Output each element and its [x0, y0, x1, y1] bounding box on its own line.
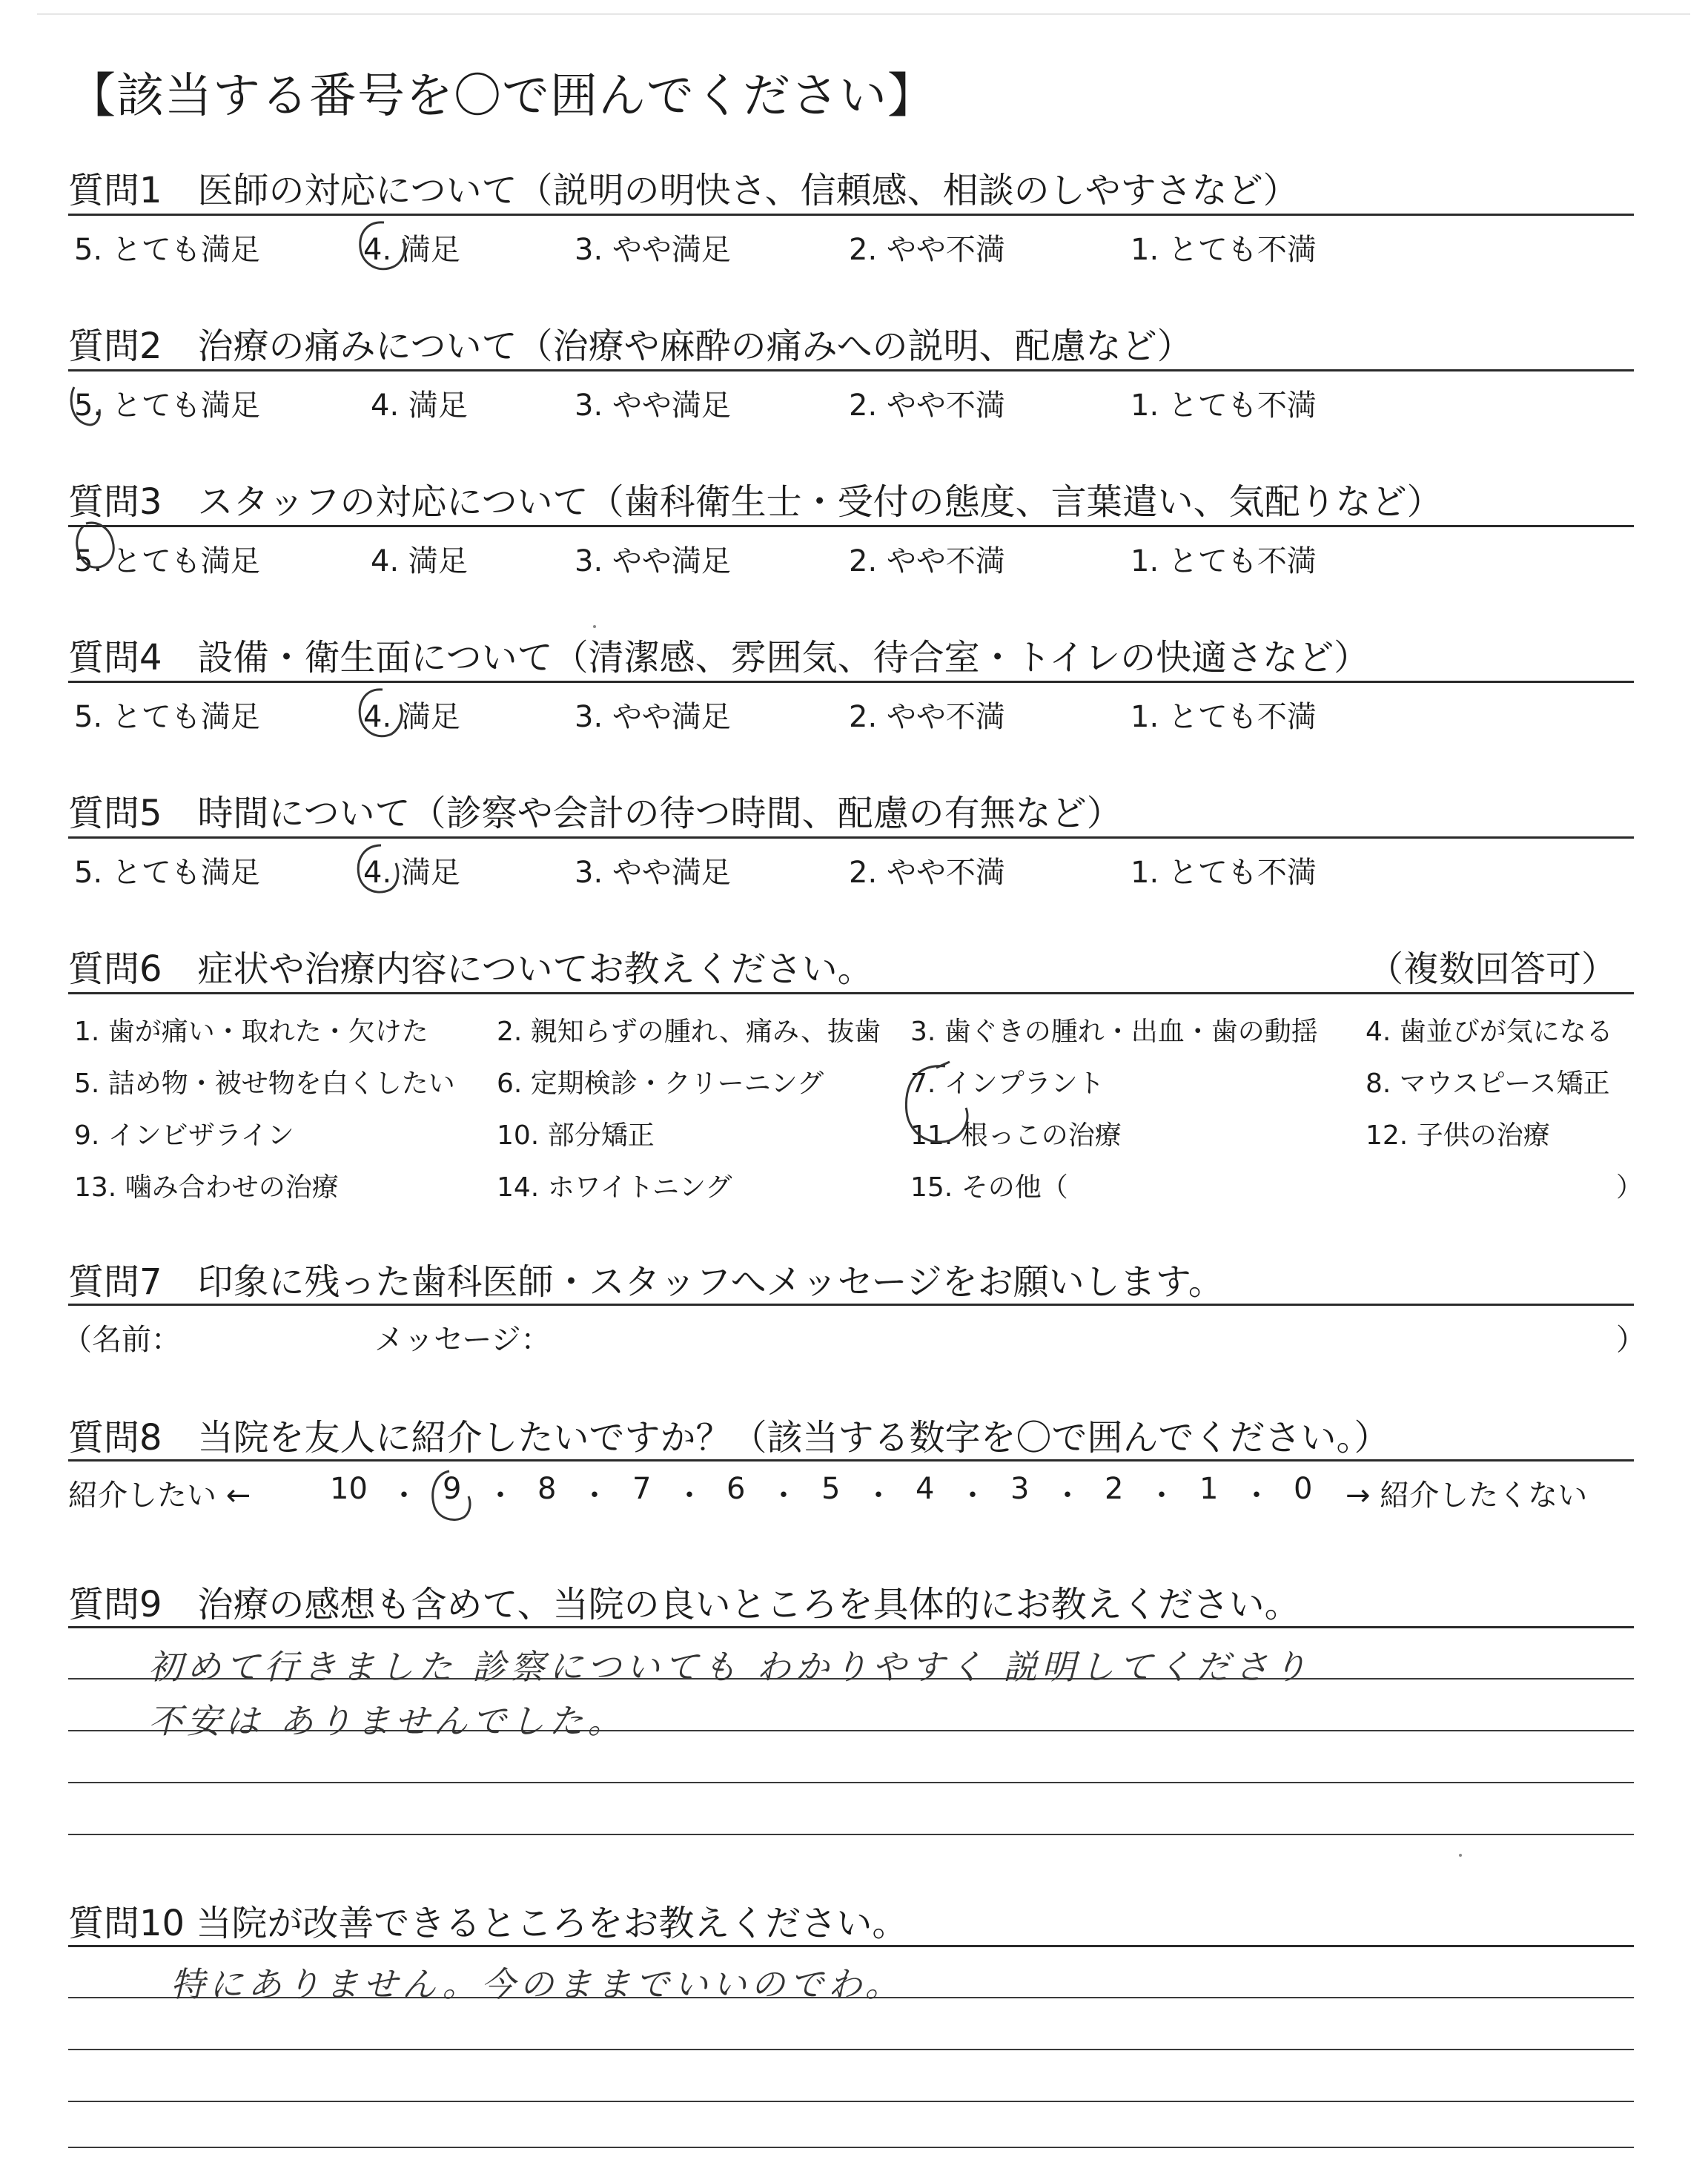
q1-option-1[interactable]: 1. とても不満 [1131, 233, 1317, 267]
q6-item-6[interactable]: 6. 定期検診・クリーニング [497, 1069, 824, 1099]
q3-rule [68, 525, 1634, 527]
q6-item-9[interactable]: 9. インビザライン [74, 1120, 294, 1151]
q8-scale-4[interactable]: 4 [916, 1472, 935, 1506]
q8-right-label: → 紹介したくない [1345, 1479, 1588, 1513]
q2-option-1[interactable]: 1. とても不満 [1131, 389, 1317, 423]
q9-answer-line-3 [68, 1782, 1634, 1783]
q6-item-5[interactable]: 5. 詰め物・被せ物を白くしたい [74, 1069, 455, 1099]
q10-answer-line-2 [68, 2049, 1634, 2050]
q8-sep-1: ・ [389, 1479, 419, 1513]
q8-rule [68, 1459, 1634, 1462]
top-edge-line [37, 13, 1690, 15]
q7-rule [68, 1304, 1634, 1306]
q6-item-1[interactable]: 1. 歯が痛い・取れた・欠けた [74, 1017, 428, 1047]
q1-option-5[interactable]: 5. とても満足 [74, 233, 260, 267]
q6-item-3[interactable]: 3. 歯ぐきの腫れ・出血・歯の動揺 [910, 1017, 1318, 1047]
q4-question: 質問4 設備・衛生面について（清潔感、雰囲気、待合室・トイレの快適さなど） [68, 637, 1370, 678]
q3-option-5[interactable]: 5. とても満足 [74, 544, 260, 578]
q1-rule [68, 214, 1634, 216]
q5-option-4[interactable]: 4. 満足 [363, 856, 460, 890]
q8-scale-8[interactable]: 8 [537, 1472, 557, 1506]
q10-question: 質問10 当院が改善できるところをお教えください。 [68, 1903, 908, 1944]
q3-option-4[interactable]: 4. 満足 [371, 544, 468, 578]
q6-item-8[interactable]: 8. マウスピース矯正 [1366, 1069, 1610, 1099]
q5-option-1[interactable]: 1. とても不満 [1131, 856, 1317, 890]
q8-scale-3[interactable]: 3 [1010, 1472, 1030, 1506]
q3-question: 質問3 スタッフの対応について（歯科衛生士・受付の態度、言葉遣い、気配りなど） [68, 481, 1443, 523]
q6-rule [68, 992, 1634, 994]
q6-item-11[interactable]: 11. 根っこの治療 [910, 1120, 1122, 1151]
q9-handwritten-answer-2: 不安は ありませんでした。 [148, 1701, 626, 1741]
q7-close: ） [1616, 1323, 1646, 1357]
q8-left-label: 紹介したい ← [68, 1479, 251, 1513]
q3-option-3[interactable]: 3. やや満足 [575, 544, 731, 578]
q4-option-5[interactable]: 5. とても満足 [74, 700, 260, 734]
q1-option-3[interactable]: 3. やや満足 [575, 233, 731, 267]
q3-option-2[interactable]: 2. やや不満 [849, 544, 1005, 578]
q2-rule [68, 369, 1634, 371]
scan-speck [593, 625, 596, 628]
q10-answer-line-4 [68, 2147, 1634, 2148]
q8-scale-1[interactable]: 1 [1199, 1472, 1219, 1506]
q9-handwritten-answer-1: 初めて行きました 診察についても わかりやすく 説明してくださり [148, 1647, 1311, 1687]
q6-item-15[interactable]: 15. その他（ [910, 1172, 1068, 1203]
q8-sep-5: ・ [769, 1479, 798, 1513]
q6-item-10[interactable]: 10. 部分矯正 [497, 1120, 655, 1151]
q9-rule [68, 1626, 1634, 1628]
q7-question: 質問7 印象に残った歯科医師・スタッフへメッセージをお願いします。 [68, 1261, 1224, 1303]
q8-sep-7: ・ [958, 1479, 987, 1513]
q9-question: 質問9 治療の感想も含めて、当院の良いところを具体的にお教えください。 [68, 1584, 1300, 1625]
q2-option-3[interactable]: 3. やや満足 [575, 389, 731, 423]
q5-option-5[interactable]: 5. とても満足 [74, 856, 260, 890]
q4-option-2[interactable]: 2. やや不満 [849, 700, 1005, 734]
q4-option-4[interactable]: 4. 満足 [363, 700, 460, 734]
q8-scale-7[interactable]: 7 [632, 1472, 652, 1506]
q5-question: 質問5 時間について（診察や会計の待つ時間、配慮の有無など） [68, 793, 1122, 834]
q4-option-1[interactable]: 1. とても不満 [1131, 700, 1317, 734]
q8-scale-6[interactable]: 6 [726, 1472, 746, 1506]
q3-option-1[interactable]: 1. とても不満 [1131, 544, 1317, 578]
q1-option-2[interactable]: 2. やや不満 [849, 233, 1005, 267]
q2-question: 質問2 治療の痛みについて（治療や麻酔の痛みへの説明、配慮など） [68, 326, 1193, 367]
q8-sep-6: ・ [864, 1479, 893, 1513]
q2-option-5[interactable]: 5. とても満足 [74, 389, 260, 423]
q6-item-14[interactable]: 14. ホワイトニング [497, 1172, 732, 1203]
q10-rule [68, 1945, 1634, 1947]
q8-question: 質問8 当院を友人に紹介したいですか？（該当する数字を〇で囲んでください。） [68, 1417, 1390, 1459]
q6-item-2[interactable]: 2. 親知らずの腫れ、痛み、抜歯 [497, 1017, 881, 1047]
q5-rule [68, 836, 1634, 839]
q9-answer-line-4 [68, 1834, 1634, 1835]
q6-note: （複数回答可） [1368, 948, 1618, 990]
q7-name-label: （名前： [62, 1323, 181, 1357]
q10-answer-line-3 [68, 2101, 1634, 2102]
q8-sep-3: ・ [580, 1479, 609, 1513]
page-title: 【該当する番号を〇で囲んでください】 [68, 69, 936, 124]
q8-scale-10[interactable]: 10 [330, 1472, 368, 1506]
q8-scale-2[interactable]: 2 [1105, 1472, 1124, 1506]
q2-option-2[interactable]: 2. やや不満 [849, 389, 1005, 423]
scan-speck [1459, 1854, 1462, 1857]
q5-option-2[interactable]: 2. やや不満 [849, 856, 1005, 890]
q8-sep-9: ・ [1147, 1479, 1176, 1513]
q1-question: 質問1 医師の対応について（説明の明快さ、信頼感、相談のしやすさなど） [68, 170, 1299, 211]
q8-scale-5[interactable]: 5 [821, 1472, 841, 1506]
q8-sep-4: ・ [675, 1479, 704, 1513]
q2-option-4[interactable]: 4. 満足 [371, 389, 468, 423]
q4-rule [68, 681, 1634, 683]
q8-scale-0[interactable]: 0 [1294, 1472, 1313, 1506]
q8-scale-9[interactable]: 9 [443, 1472, 462, 1506]
q6-item-12[interactable]: 12. 子供の治療 [1366, 1120, 1550, 1151]
q7-message-label: メッセージ： [374, 1323, 551, 1357]
q6-item-7[interactable]: 7. インプラント [910, 1069, 1105, 1099]
q4-option-3[interactable]: 3. やや満足 [575, 700, 731, 734]
q6-item-13[interactable]: 13. 噛み合わせの治療 [74, 1172, 339, 1203]
q6-other-close: ） [1616, 1172, 1644, 1203]
q8-sep-8: ・ [1053, 1479, 1082, 1513]
q8-sep-2: ・ [486, 1479, 515, 1513]
q6-question: 質問6 症状や治療内容についてお教えください。 [68, 948, 873, 990]
q5-option-3[interactable]: 3. やや満足 [575, 856, 731, 890]
q6-item-4[interactable]: 4. 歯並びが気になる [1366, 1017, 1613, 1047]
q10-handwritten-answer: 特にありません。今のままでいいのでわ。 [171, 1964, 904, 2004]
q8-sep-10: ・ [1242, 1479, 1271, 1513]
q1-option-4[interactable]: 4. 満足 [363, 233, 460, 267]
